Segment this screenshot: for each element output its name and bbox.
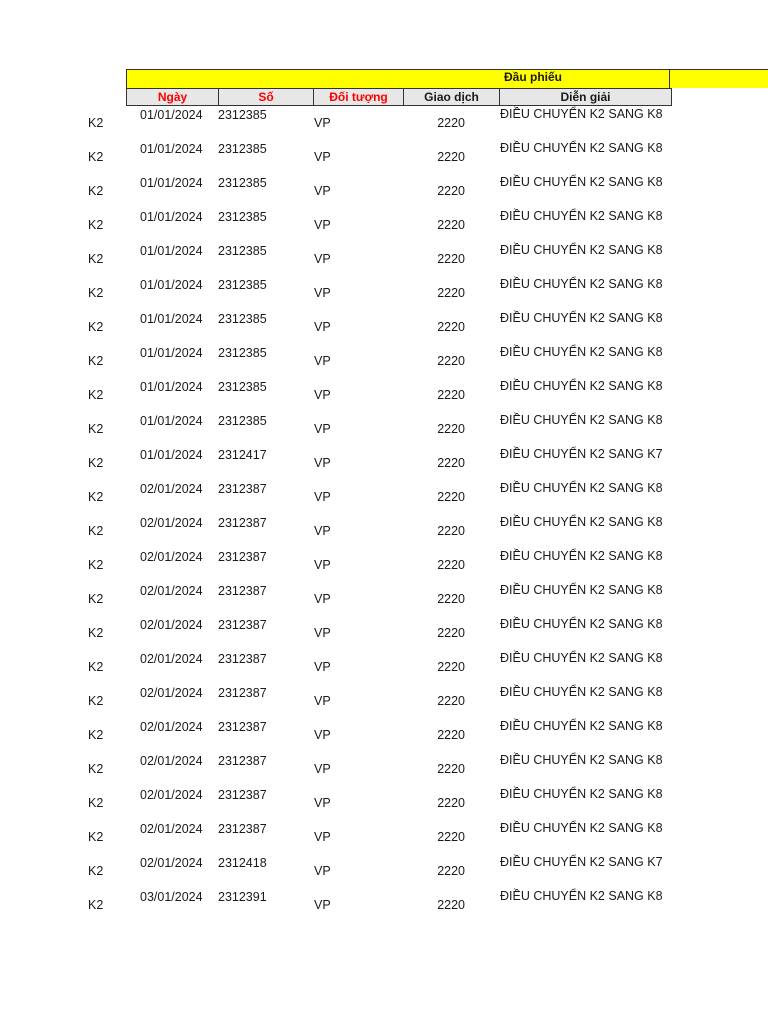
cell-giao-dich[interactable]: 2220	[437, 728, 465, 742]
table-row	[0, 854, 768, 888]
cell-doi-tuong[interactable]: VP	[314, 354, 331, 368]
cell-giao-dich[interactable]: 2220	[437, 660, 465, 674]
cell-doi-tuong[interactable]: VP	[314, 796, 331, 810]
cell-so[interactable]: 2312387	[218, 618, 267, 632]
cell-dien-giai[interactable]: ĐIỀU CHUYỂN K2 SANG K8	[500, 787, 663, 801]
cell-kho[interactable]: K2	[88, 592, 104, 606]
cell-ngay[interactable]: 01/01/2024	[140, 346, 203, 360]
cell-so[interactable]: 2312385	[218, 108, 267, 122]
column-header-so[interactable]: Số	[219, 89, 314, 105]
cell-doi-tuong[interactable]: VP	[314, 592, 331, 606]
table-body	[0, 106, 768, 922]
cell-ngay[interactable]: 01/01/2024	[140, 448, 203, 462]
cell-dien-giai[interactable]: ĐIỀU CHUYỂN K2 SANG K8	[500, 345, 663, 359]
cell-kho[interactable]: K2	[88, 388, 104, 402]
cell-kho[interactable]: K2	[88, 524, 104, 538]
cell-giao-dich[interactable]: 2220	[437, 388, 465, 402]
cell-kho[interactable]: K2	[88, 184, 104, 198]
cell-dien-giai[interactable]: ĐIỀU CHUYỂN K2 SANG K8	[500, 413, 663, 427]
cell-dien-giai[interactable]: ĐIỀU CHUYỂN K2 SANG K8	[500, 311, 663, 325]
header-banner	[126, 69, 768, 88]
cell-so[interactable]: 2312385	[218, 244, 267, 258]
cell-dien-giai[interactable]: ĐIỀU CHUYỂN K2 SANG K8	[500, 209, 663, 223]
cell-ngay[interactable]: 02/01/2024	[140, 720, 203, 734]
table-row	[0, 718, 768, 752]
cell-giao-dich[interactable]: 2220	[437, 694, 465, 708]
cell-doi-tuong[interactable]: VP	[314, 252, 331, 266]
cell-so[interactable]: 2312387	[218, 584, 267, 598]
cell-giao-dich[interactable]: 2220	[437, 626, 465, 640]
cell-giao-dich[interactable]: 2220	[437, 592, 465, 606]
table-row	[0, 616, 768, 650]
cell-giao-dich[interactable]: 2220	[437, 490, 465, 504]
cell-kho[interactable]: K2	[88, 218, 104, 232]
cell-doi-tuong[interactable]: VP	[314, 388, 331, 402]
cell-doi-tuong[interactable]: VP	[314, 116, 331, 130]
cell-dien-giai[interactable]: ĐIỀU CHUYỂN K2 SANG K8	[500, 889, 663, 903]
cell-ngay[interactable]: 01/01/2024	[140, 380, 203, 394]
table-row	[0, 446, 768, 480]
cell-kho[interactable]: K2	[88, 456, 104, 470]
cell-giao-dich[interactable]: 2220	[437, 796, 465, 810]
cell-kho[interactable]: K2	[88, 490, 104, 504]
table-row	[0, 752, 768, 786]
cell-dien-giai[interactable]: ĐIỀU CHUYỂN K2 SANG K7	[500, 447, 663, 461]
cell-kho[interactable]: K2	[88, 422, 104, 436]
group-title: Đầu phiếu	[503, 70, 562, 84]
cell-dien-giai[interactable]: ĐIỀU CHUYỂN K2 SANG K8	[500, 107, 663, 121]
table-row	[0, 208, 768, 242]
cell-so[interactable]: 2312385	[218, 278, 267, 292]
cell-giao-dich[interactable]: 2220	[437, 456, 465, 470]
cell-so[interactable]: 2312387	[218, 482, 267, 496]
cell-kho[interactable]: K2	[88, 796, 104, 810]
cell-ngay[interactable]: 01/01/2024	[140, 278, 203, 292]
cell-so[interactable]: 2312387	[218, 720, 267, 734]
cell-doi-tuong[interactable]: VP	[314, 762, 331, 776]
cell-ngay[interactable]: 01/01/2024	[140, 142, 203, 156]
table-row	[0, 106, 768, 140]
cell-giao-dich[interactable]: 2220	[437, 558, 465, 572]
cell-giao-dich[interactable]: 2220	[437, 864, 465, 878]
cell-doi-tuong[interactable]: VP	[314, 456, 331, 470]
table-row	[0, 650, 768, 684]
cell-ngay[interactable]: 01/01/2024	[140, 414, 203, 428]
table-row	[0, 548, 768, 582]
cell-dien-giai[interactable]: ĐIỀU CHUYỂN K2 SANG K7	[500, 855, 663, 869]
cell-kho[interactable]: K2	[88, 694, 104, 708]
cell-giao-dich[interactable]: 2220	[437, 830, 465, 844]
cell-ngay[interactable]: 01/01/2024	[140, 210, 203, 224]
cell-so[interactable]: 2312385	[218, 346, 267, 360]
cell-ngay[interactable]: 01/01/2024	[140, 312, 203, 326]
cell-kho[interactable]: K2	[88, 830, 104, 844]
cell-dien-giai[interactable]: ĐIỀU CHUYỂN K2 SANG K8	[500, 277, 663, 291]
cell-so[interactable]: 2312385	[218, 210, 267, 224]
cell-so[interactable]: 2312385	[218, 414, 267, 428]
cell-dien-giai[interactable]: ĐIỀU CHUYỂN K2 SANG K8	[500, 685, 663, 699]
cell-giao-dich[interactable]: 2220	[437, 320, 465, 334]
cell-dien-giai[interactable]: ĐIỀU CHUYỂN K2 SANG K8	[500, 821, 663, 835]
table-row	[0, 310, 768, 344]
cell-kho[interactable]: K2	[88, 864, 104, 878]
cell-giao-dich[interactable]: 2220	[437, 252, 465, 266]
cell-so[interactable]: 2312387	[218, 754, 267, 768]
cell-ngay[interactable]: 02/01/2024	[140, 686, 203, 700]
table-row	[0, 480, 768, 514]
cell-ngay[interactable]: 02/01/2024	[140, 618, 203, 632]
cell-ngay[interactable]: 02/01/2024	[140, 652, 203, 666]
cell-dien-giai[interactable]: ĐIỀU CHUYỂN K2 SANG K8	[500, 753, 663, 767]
cell-kho[interactable]: K2	[88, 660, 104, 674]
cell-ngay[interactable]: 01/01/2024	[140, 176, 203, 190]
table-row	[0, 820, 768, 854]
column-header-row	[126, 88, 672, 106]
table-row	[0, 786, 768, 820]
cell-kho[interactable]: K2	[88, 898, 104, 912]
table-row	[0, 514, 768, 548]
cell-so[interactable]: 2312387	[218, 516, 267, 530]
cell-doi-tuong[interactable]: VP	[314, 524, 331, 538]
cell-kho[interactable]: K2	[88, 762, 104, 776]
cell-giao-dich[interactable]: 2220	[437, 422, 465, 436]
cell-ngay[interactable]: 02/01/2024	[140, 788, 203, 802]
cell-doi-tuong[interactable]: VP	[314, 490, 331, 504]
cell-so[interactable]: 2312387	[218, 788, 267, 802]
cell-giao-dich[interactable]: 2220	[437, 762, 465, 776]
cell-so[interactable]: 2312417	[218, 448, 267, 462]
cell-so[interactable]: 2312391	[218, 890, 267, 904]
column-header-giao-dich[interactable]: Giao dịch	[404, 89, 500, 105]
cell-doi-tuong[interactable]: VP	[314, 320, 331, 334]
cell-dien-giai[interactable]: ĐIỀU CHUYỂN K2 SANG K8	[500, 141, 663, 155]
cell-doi-tuong[interactable]: VP	[314, 830, 331, 844]
table-row	[0, 412, 768, 446]
cell-giao-dich[interactable]: 2220	[437, 898, 465, 912]
cell-doi-tuong[interactable]: VP	[314, 626, 331, 640]
column-header-ngay[interactable]: Ngày	[127, 89, 219, 105]
cell-giao-dich[interactable]: 2220	[437, 354, 465, 368]
cell-giao-dich[interactable]: 2220	[437, 116, 465, 130]
cell-so[interactable]: 2312387	[218, 686, 267, 700]
cell-dien-giai[interactable]: ĐIỀU CHUYỂN K2 SANG K8	[500, 719, 663, 733]
cell-kho[interactable]: K2	[88, 286, 104, 300]
cell-so[interactable]: 2312387	[218, 550, 267, 564]
cell-dien-giai[interactable]: ĐIỀU CHUYỂN K2 SANG K8	[500, 379, 663, 393]
cell-ngay[interactable]: 02/01/2024	[140, 516, 203, 530]
table-row	[0, 344, 768, 378]
cell-so[interactable]: 2312387	[218, 822, 267, 836]
table-row	[0, 582, 768, 616]
cell-ngay[interactable]: 03/01/2024	[140, 890, 203, 904]
cell-dien-giai[interactable]: ĐIỀU CHUYỂN K2 SANG K8	[500, 617, 663, 631]
cell-doi-tuong[interactable]: VP	[314, 864, 331, 878]
cell-ngay[interactable]: 02/01/2024	[140, 482, 203, 496]
cell-ngay[interactable]: 02/01/2024	[140, 550, 203, 564]
cell-so[interactable]: 2312385	[218, 176, 267, 190]
cell-ngay[interactable]: 02/01/2024	[140, 754, 203, 768]
cell-so[interactable]: 2312385	[218, 142, 267, 156]
cell-so[interactable]: 2312387	[218, 652, 267, 666]
cell-doi-tuong[interactable]: VP	[314, 150, 331, 164]
table-row	[0, 174, 768, 208]
cell-dien-giai[interactable]: ĐIỀU CHUYỂN K2 SANG K8	[500, 515, 663, 529]
table-row	[0, 242, 768, 276]
cell-so[interactable]: 2312385	[218, 312, 267, 326]
cell-giao-dich[interactable]: 2220	[437, 524, 465, 538]
cell-dien-giai[interactable]: ĐIỀU CHUYỂN K2 SANG K8	[500, 549, 663, 563]
cell-ngay[interactable]: 02/01/2024	[140, 856, 203, 870]
table-row	[0, 276, 768, 310]
cell-doi-tuong[interactable]: VP	[314, 218, 331, 232]
cell-dien-giai[interactable]: ĐIỀU CHUYỂN K2 SANG K8	[500, 175, 663, 189]
cell-kho[interactable]: K2	[88, 558, 104, 572]
cell-dien-giai[interactable]: ĐIỀU CHUYỂN K2 SANG K8	[500, 243, 663, 257]
cell-kho[interactable]: K2	[88, 150, 104, 164]
cell-kho[interactable]: K2	[88, 320, 104, 334]
column-header-doi-tuong[interactable]: Đối tượng	[314, 89, 404, 105]
cell-so[interactable]: 2312385	[218, 380, 267, 394]
cell-doi-tuong[interactable]: VP	[314, 728, 331, 742]
cell-kho[interactable]: K2	[88, 252, 104, 266]
cell-ngay[interactable]: 02/01/2024	[140, 584, 203, 598]
cell-ngay[interactable]: 01/01/2024	[140, 244, 203, 258]
cell-doi-tuong[interactable]: VP	[314, 898, 331, 912]
column-header-dien-giai[interactable]: Diễn giải	[560, 90, 611, 104]
cell-kho[interactable]: K2	[88, 116, 104, 130]
cell-so[interactable]: 2312418	[218, 856, 267, 870]
cell-ngay[interactable]: 02/01/2024	[140, 822, 203, 836]
cell-kho[interactable]: K2	[88, 354, 104, 368]
table-row	[0, 140, 768, 174]
cell-giao-dich[interactable]: 2220	[437, 218, 465, 232]
cell-ngay[interactable]: 01/01/2024	[140, 108, 203, 122]
cell-kho[interactable]: K2	[88, 626, 104, 640]
cell-giao-dich[interactable]: 2220	[437, 286, 465, 300]
cell-doi-tuong[interactable]: VP	[314, 694, 331, 708]
table-row	[0, 888, 768, 922]
cell-doi-tuong[interactable]: VP	[314, 422, 331, 436]
cell-kho[interactable]: K2	[88, 728, 104, 742]
cell-giao-dich[interactable]: 2220	[437, 184, 465, 198]
table-row	[0, 684, 768, 718]
cell-doi-tuong[interactable]: VP	[314, 184, 331, 198]
cell-doi-tuong[interactable]: VP	[314, 286, 331, 300]
cell-dien-giai[interactable]: ĐIỀU CHUYỂN K2 SANG K8	[500, 583, 663, 597]
cell-dien-giai[interactable]: ĐIỀU CHUYỂN K2 SANG K8	[500, 481, 663, 495]
cell-dien-giai[interactable]: ĐIỀU CHUYỂN K2 SANG K8	[500, 651, 663, 665]
cell-doi-tuong[interactable]: VP	[314, 558, 331, 572]
table-row	[0, 378, 768, 412]
cell-giao-dich[interactable]: 2220	[437, 150, 465, 164]
cell-doi-tuong[interactable]: VP	[314, 660, 331, 674]
